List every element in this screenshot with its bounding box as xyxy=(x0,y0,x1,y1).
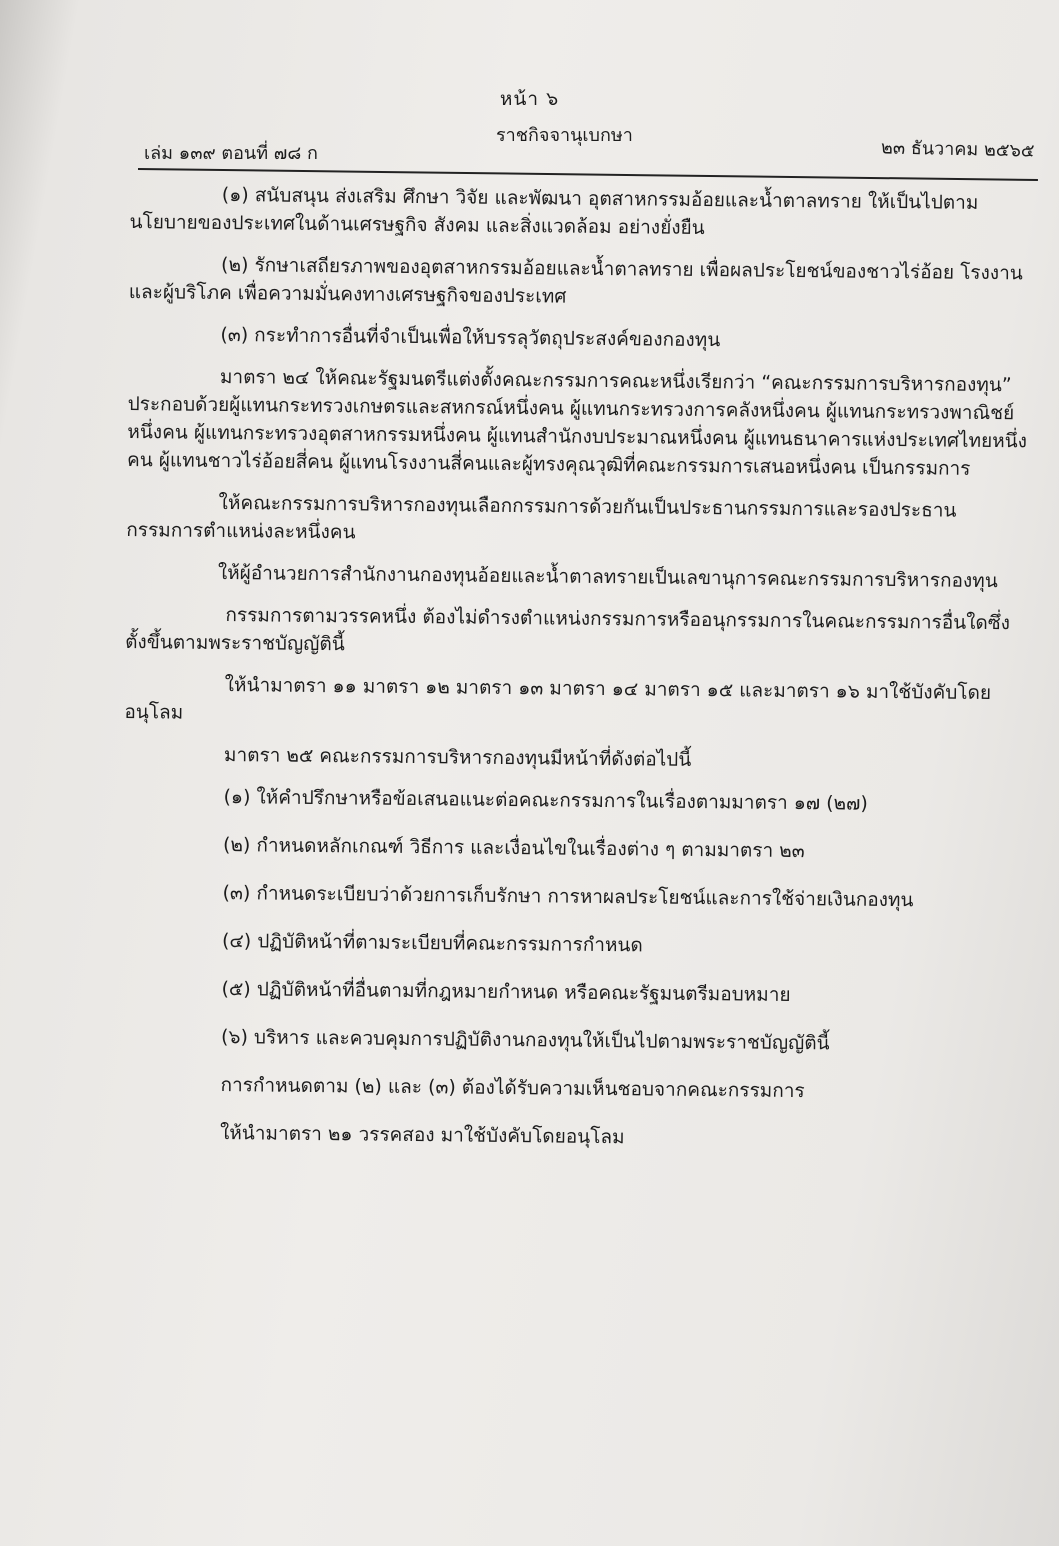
gazette-header xyxy=(140,120,1036,164)
duty-item: (๔) ปฏิบัติหน้าที่ตามระเบียบที่คณะกรรมการกำหนด xyxy=(221,930,643,957)
publication-title: ราชกิจจานุเบกษา xyxy=(496,125,633,146)
paragraph: ให้คณะกรรมการบริหารกองทุนเลือกกรรมการด้วยกันเป็นประธานกรรมการและรองประธานกรรมการตำแหน่งละหนึ่งคน xyxy=(126,491,957,544)
closing-paragraph: ให้นำมาตรา ๒๑ วรรคสอง มาใช้บังคับโดยอนุโลม xyxy=(219,1121,625,1149)
paragraph: (๓) กระทำการอื่นที่จำเป็นเพื่อให้บรรลุวัตถุประสงค์ของกองทุน xyxy=(220,323,721,352)
paragraph: ให้ผู้อำนวยการสำนักงานกองทุนอ้อยและน้ำตาลทรายเป็นเลขานุการคณะกรรมการบริหารกองทุน xyxy=(217,561,998,593)
section-24: มาตรา ๒๔ ให้คณะรัฐมนตรีแต่งตั้งคณะกรรมการคณะหนึ่งเรียกว่า “คณะกรรมการบริหารกองทุน” ประกอบด้วยผู้แทนกระทรวงเกษตรและสหกรณ์หนึ่งคน ผู้แทนกระทรวงการคลังหนึ่งคน ผู้แทนกระทรวงพาณิชย์หนึ่งคน ผู้แทนกระทรวงอุตสาหกรรมหนึ่งคน ผู้แทนสำนักงบประมาณหนึ่งคน ผู้แทนธนาคารแห่งประเทศไทยหนึ่งคน ผู้แทนชาวไร่อ้อยสี่คน ผู้แทนโรงงานสี่คนและผู้ทรงคุณวุฒิที่คณะกรรมการเสนอหนึ่งคน เป็นกรรมการ xyxy=(126,365,1028,480)
paragraph: (๑) สนับสนุน ส่งเสริม ศึกษา วิจัย และพัฒนา อุตสาหกรรมอ้อยและน้ำตาลทราย ให้เป็นไปตามนโยบายของประเทศในด้านเศรษฐกิจ สังคม และสิ่งแวดล้อม อย่างยั่งยืน xyxy=(129,183,979,240)
publication-date: ๒๓ ธันวาคม ๒๕๖๕ xyxy=(881,137,1036,162)
section-25: มาตรา ๒๕ คณะกรรมการบริหารกองทุนมีหน้าที่ดังต่อไปนี้ xyxy=(223,744,692,771)
duty-item: (๓) กำหนดระเบียบว่าด้วยการเก็บรักษา การหาผลประโยชน์และการใช้จ่ายเงินกองทุน xyxy=(222,882,914,912)
page-number: หน้า ๖ xyxy=(499,88,560,110)
duty-item: (๒) กำหนดหลักเกณฑ์ วิธีการ และเงื่อนไขในเรื่องต่าง ๆ ตามมาตรา ๒๓ xyxy=(222,834,805,863)
duty-item: (๖) บริหาร และควบคุมการปฏิบัติงานกองทุนให้เป็นไปตามพระราชบัญญัตินี้ xyxy=(220,1026,830,1055)
duty-item: (๕) ปฏิบัติหน้าที่อื่นตามที่กฎหมายกำหนด หรือคณะรัฐมนตรีมอบหมาย xyxy=(221,978,791,1006)
document-body xyxy=(120,180,1035,1175)
duty-item: (๑) ให้คำปรึกษาหรือข้อเสนอแนะต่อคณะกรรมการในเรื่องตามมาตรา ๑๗ (๒๗) xyxy=(223,786,868,815)
header-divider xyxy=(138,168,1038,181)
volume-issue: เล่ม ๑๓๙ ตอนที่ ๗๘ ก xyxy=(144,143,318,164)
paragraph: กรรมการตามวรรคหนึ่ง ต้องไม่ดำรงตำแหน่งกรรมการหรืออนุกรรมการในคณะกรรมการอื่นใดซึ่งตั้งขึ้นตามพระราชบัญญัตินี้ xyxy=(125,604,1011,656)
closing-paragraph: การกำหนดตาม (๒) และ (๓) ต้องได้รับความเห็นชอบจากคณะกรรมการ xyxy=(220,1073,805,1103)
paragraph: (๒) รักษาเสถียรภาพของอุตสาหกรรมอ้อยและน้ำตาลทราย เพื่อผลประโยชน์ของชาวไร่อ้อย โรงงาน และผู้บริโภค เพื่อความมั่นคงทางเศรษฐกิจของประเทศ xyxy=(128,253,1023,308)
paragraph: ให้นำมาตรา ๑๑ มาตรา ๑๒ มาตรา ๑๓ มาตรา ๑๔ มาตรา ๑๕ และมาตรา ๑๖ มาใช้บังคับโดยอนุโลม xyxy=(124,674,992,724)
